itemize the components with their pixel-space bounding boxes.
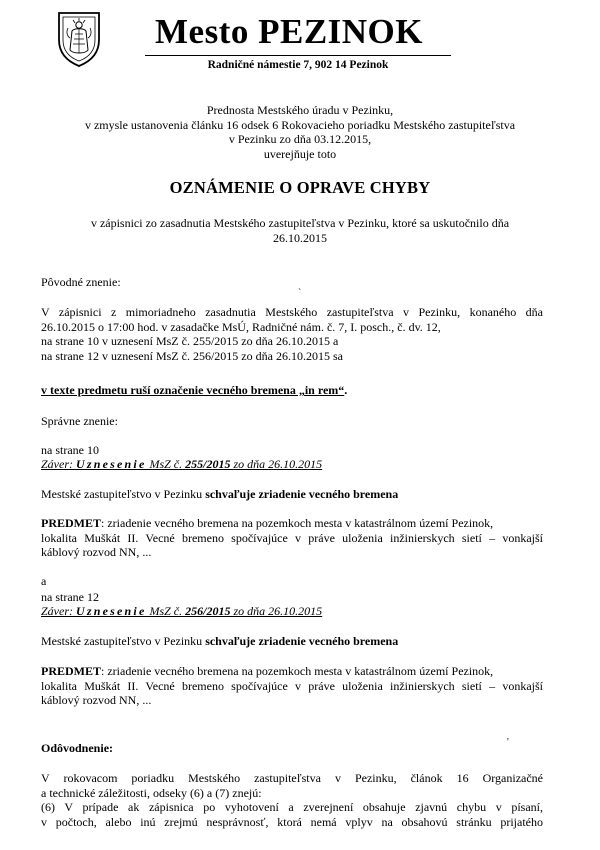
reasoning-line: v počtoch, alebo inú zrejmú nesprávnosť, ktorá nemá vplyv na obsahovú stránku prijatého (41, 814, 543, 829)
conclusion-line (41, 457, 543, 472)
intro-block (60, 103, 540, 161)
correct-label: Správne znenie: (41, 414, 118, 428)
title-divider (145, 55, 451, 56)
conclusion-word: Uznesenie (76, 457, 147, 471)
reasoning-text (41, 771, 543, 829)
document-subheading (50, 216, 550, 245)
subject-label: PREDMET (41, 664, 101, 678)
conclusion-number: 255/2015 (185, 457, 231, 471)
intro-line: v zmysle ustanovenia článku 16 odsek 6 Rokovacieho poriadku Mestského zastupiteľstva (84, 117, 516, 132)
reasoning-line: (6) V prípade ak zápisnica po vyhotovení a zverejnení obsahuje zjavnú chybu v písaní, (41, 800, 543, 815)
subject-line: káblový rozvod NN, ... (41, 545, 152, 560)
approval-prefix: Mestské zastupiteľstvo v Pezinku (41, 487, 203, 501)
approval-line (41, 487, 543, 502)
conclusion-number: 256/2015 (185, 604, 231, 618)
conclusion-date: zo dňa 26.10.2015 (233, 604, 323, 618)
correction-notice (41, 383, 543, 398)
subject-text (41, 516, 543, 560)
subject-label: PREDMET (41, 516, 101, 530)
subheading-date: 26.10.2015 (273, 230, 327, 245)
conclusion-line (41, 604, 543, 619)
stray-mark: ` (298, 288, 302, 299)
city-title: Mesto PEZINOK (155, 12, 424, 51)
connector-text: a (41, 574, 47, 588)
original-line: V zápisnici z mimoriadneho zasadnutia Mestského zastupiteľstva v Pezinku, konaného dňa (41, 305, 543, 319)
reasoning-mark: ' (507, 737, 509, 748)
original-line: na strane 12 v uznesení MsZ č. 256/2015 zo dňa 26.10.2015 sa (41, 348, 343, 363)
original-label: Pôvodné znenie: (41, 275, 121, 289)
reasoning-line: a technické záležitosti, odseky (6) a (7) znejú: (41, 785, 262, 800)
city-address: Radničné námestie 7, 902 14 Pezinok (207, 59, 389, 71)
conclusion-msz: MsZ č. (149, 457, 183, 471)
intro-line: Prednosta Mestského úradu v Pezinku, (206, 103, 394, 117)
approval-bold: schvaľuje zriadenie vecného bremena (205, 634, 399, 648)
subheading-line: v zápisnici zo zasadnutia Mestského zastupiteľstva v Pezinku, ktoré sa uskutočnilo dňa (90, 216, 510, 230)
subject-line: káblový rozvod NN, ... (41, 693, 152, 708)
page-reference: na strane 10 (41, 443, 99, 457)
original-line: 26.10.2015 o 17:00 hod. v zasadačke MsÚ, Radničné nám. č. 7, I. posch., č. dv. 12, (41, 319, 441, 334)
conclusion-date: zo dňa 26.10.2015 (233, 457, 323, 471)
conclusion-prefix: Záver: (41, 457, 73, 471)
subject-line (41, 664, 543, 679)
original-line: na strane 10 v uznesení MsZ č. 255/2015 zo dňa 26.10.2015 a (41, 334, 339, 349)
approval-bold: schvaľuje zriadenie vecného bremena (205, 487, 399, 501)
conclusion-prefix: Záver: (41, 604, 73, 618)
subject-line: lokalita Muškát II. Vecné bremeno spočívajúce v práve uloženia inžinierskych sietí – vonkajší (41, 678, 543, 693)
correction-notice-period: . (344, 383, 348, 397)
approval-prefix: Mestské zastupiteľstvo v Pezinku (41, 634, 203, 648)
reasoning-line: V rokovacom poriadku Mestského zastupiteľstva v Pezinku, článok 16 Organizačné (41, 771, 543, 785)
subject-line-text: : zriadenie vecného bremena na pozemkoch mesta v katastrálnom území Pezinok, (101, 516, 494, 530)
conclusion-msz: MsZ č. (149, 604, 183, 618)
subject-line: lokalita Muškát II. Vecné bremeno spočívajúce v práve uloženia inžinierskych sietí – vonkajší (41, 530, 543, 545)
intro-line: v Pezinku zo dňa 03.12.2015, (228, 132, 372, 146)
conclusion-word: Uznesenie (76, 604, 147, 618)
subject-line (41, 516, 543, 531)
reasoning-label: Odôvodnenie: (41, 741, 114, 755)
correction-notice-text: v texte predmetu ruší označenie vecného bremena „in rem“ (41, 383, 345, 397)
intro-line: uverejňuje toto (263, 146, 337, 161)
document-heading: OZNÁMENIE O OPRAVE CHYBY (169, 178, 431, 197)
approval-line (41, 634, 543, 649)
page-reference: na strane 12 (41, 590, 99, 604)
subject-text (41, 664, 543, 708)
subject-line-text: : zriadenie vecného bremena na pozemkoch mesta v katastrálnom území Pezinok, (101, 664, 494, 678)
original-text (41, 305, 543, 363)
city-crest-icon (55, 10, 103, 68)
